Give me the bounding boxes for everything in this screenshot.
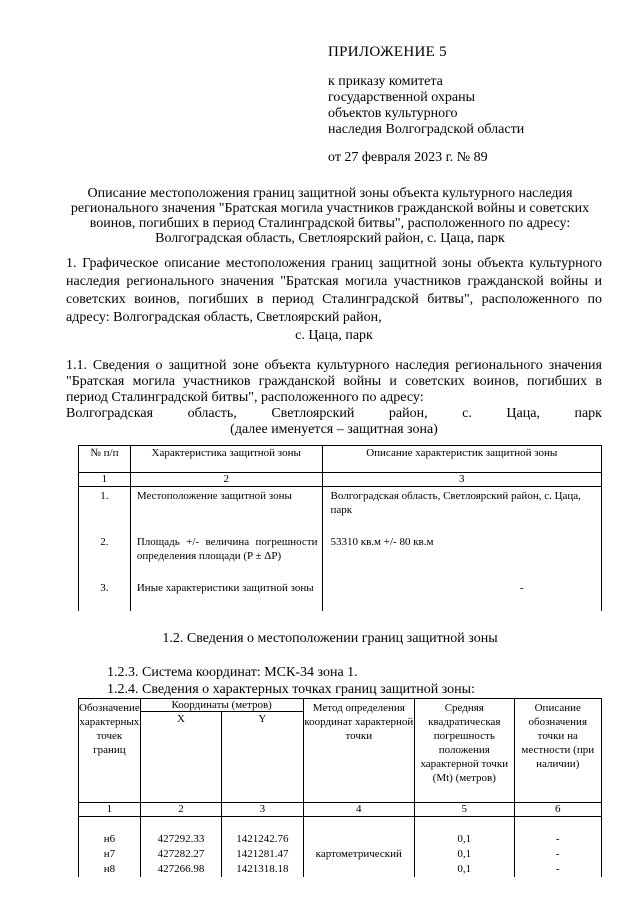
table-cell: 3. bbox=[79, 579, 131, 611]
point-method bbox=[303, 832, 415, 847]
point-id: н7 bbox=[79, 847, 141, 862]
document-heading: Описание местоположения границ защитной зоны объекта культурного наследия регионального значения "Братская могила участников гражданской войны и советских воинов, погибших в период Сталинградской битвы", расположенного по адресу: Волгоградская область, Светлоярский район, с. Цаца, парк bbox=[70, 186, 590, 246]
table-cell bbox=[140, 817, 221, 833]
section-1-body: 1. Графическое описание местоположения границ защитной зоны объекта культурного наследия регионального значения "Братская могила участников гражданской войны и советских воинов, погибших в период Сталинградской битвы", расположенного по адресу: Волгоградская область, Светлоярский район, bbox=[66, 256, 602, 325]
point-y: 1421318.18 bbox=[222, 862, 303, 877]
table-cell: Местоположение защитной зоны bbox=[130, 487, 322, 534]
point-desc: - bbox=[514, 862, 601, 877]
table-number-cell: 2 bbox=[140, 803, 221, 817]
appendix-line: наследия Волгоградской области bbox=[328, 122, 525, 137]
table-number-cell: 1 bbox=[79, 473, 131, 487]
table-header-cell: Координаты (метров) bbox=[140, 699, 303, 712]
point-desc: - bbox=[514, 847, 601, 862]
table-cell: 1. bbox=[79, 487, 131, 534]
table-cell: Волгоградская область, Светлоярский район, с. Цаца, парк bbox=[322, 487, 601, 534]
table-row bbox=[79, 832, 602, 847]
zone-characteristics-table bbox=[78, 445, 602, 611]
boundary-points-table bbox=[78, 698, 602, 877]
table-header-row bbox=[79, 446, 602, 473]
table-cell: Иные характеристики защитной зоны bbox=[130, 579, 322, 611]
points-caption: 1.2.4. Сведения о характерных точках границ защитной зоны: bbox=[107, 682, 475, 697]
table-header-cell: Описание характеристик защитной зоны bbox=[322, 446, 601, 473]
table-header-cell: Y bbox=[222, 712, 303, 803]
table-number-cell: 4 bbox=[303, 803, 415, 817]
table-cell bbox=[222, 817, 303, 833]
appendix-title: ПРИЛОЖЕНИЕ 5 bbox=[328, 44, 447, 60]
appendix-line: государственной охраны bbox=[328, 90, 476, 105]
table-number-cell: 1 bbox=[79, 803, 141, 817]
appendix-line: объектов культурного bbox=[328, 106, 458, 121]
table-cell bbox=[415, 817, 514, 833]
table-header-cell: Характеристика защитной зоны bbox=[130, 446, 322, 473]
appendix-block bbox=[328, 44, 524, 166]
table-cell: 53310 кв.м +/- 80 кв.м bbox=[322, 533, 601, 579]
point-error: 0,1 bbox=[415, 832, 514, 847]
section-1-1-body: 1.1. Сведения о защитной зоне объекта культурного наследия регионального значения "Братская могила участников гражданской войны и советских воинов, погибших в период Сталинградской битвы", расположенного по адресу: bbox=[66, 358, 602, 405]
table-cell: 2. bbox=[79, 533, 131, 579]
point-error: 0,1 bbox=[415, 847, 514, 862]
table-number-cell: 3 bbox=[222, 803, 303, 817]
section-1-1 bbox=[66, 358, 602, 438]
section-1-1-address: Волгоградская область, Светлоярский район, с. Цаца, парк bbox=[66, 406, 602, 421]
appendix-date: от 27 февраля 2023 г. № 89 bbox=[328, 150, 488, 165]
table-row bbox=[79, 487, 602, 534]
point-method bbox=[303, 862, 415, 877]
table-number-cell: 3 bbox=[322, 473, 601, 487]
table-row bbox=[79, 579, 602, 611]
table-header-cell: Описание обозначения точки на местности (при наличии) bbox=[514, 699, 601, 803]
point-x: 427282.27 bbox=[140, 847, 221, 862]
section-1 bbox=[66, 255, 602, 345]
table-spacer-row bbox=[79, 817, 602, 833]
section-1-1-last: (далее именуется – защитная зона) bbox=[230, 422, 438, 437]
point-desc: - bbox=[514, 832, 601, 847]
coordinates-info bbox=[107, 664, 475, 698]
table-row bbox=[79, 847, 602, 862]
coordinate-system: 1.2.3. Система координат: МСК-34 зона 1. bbox=[107, 665, 358, 680]
point-error: 0,1 bbox=[415, 862, 514, 877]
table-header-cell: Средняя квадратическая погрешность положения характерной точки (Mt) (метров) bbox=[415, 699, 514, 803]
point-id: н6 bbox=[79, 832, 141, 847]
section-1-last: с. Цаца, парк bbox=[295, 328, 373, 343]
table-header-cell: X bbox=[140, 712, 221, 803]
table-number-cell: 6 bbox=[514, 803, 601, 817]
table-cell bbox=[514, 817, 601, 833]
point-y: 1421242.76 bbox=[222, 832, 303, 847]
table-cell: Площадь +/- величина погрешности определения площади (P ± ΔP) bbox=[130, 533, 322, 579]
table-header-cell: Метод определения координат характерной точки bbox=[303, 699, 415, 803]
point-id: н8 bbox=[79, 862, 141, 877]
table-cell bbox=[79, 817, 141, 833]
table-number-cell: 5 bbox=[415, 803, 514, 817]
table-header-cell: Обозначение характерных точек границ bbox=[79, 699, 141, 803]
table-row bbox=[79, 862, 602, 877]
appendix-line: к приказу комитета bbox=[328, 74, 443, 89]
point-x: 427266.98 bbox=[140, 862, 221, 877]
table-cell bbox=[303, 817, 415, 833]
table-row bbox=[79, 533, 602, 579]
table-header-cell: № п/п bbox=[79, 446, 131, 473]
table-header-row bbox=[79, 699, 602, 712]
table-number-row bbox=[79, 803, 602, 817]
section-1-2-title: 1.2. Сведения о местоположении границ защитной зоны bbox=[162, 631, 498, 646]
point-y: 1421281.47 bbox=[222, 847, 303, 862]
table-number-row bbox=[79, 473, 602, 487]
table-number-cell: 2 bbox=[130, 473, 322, 487]
table-cell: - bbox=[322, 579, 601, 611]
point-method: картометрический bbox=[303, 847, 415, 862]
point-x: 427292.33 bbox=[140, 832, 221, 847]
